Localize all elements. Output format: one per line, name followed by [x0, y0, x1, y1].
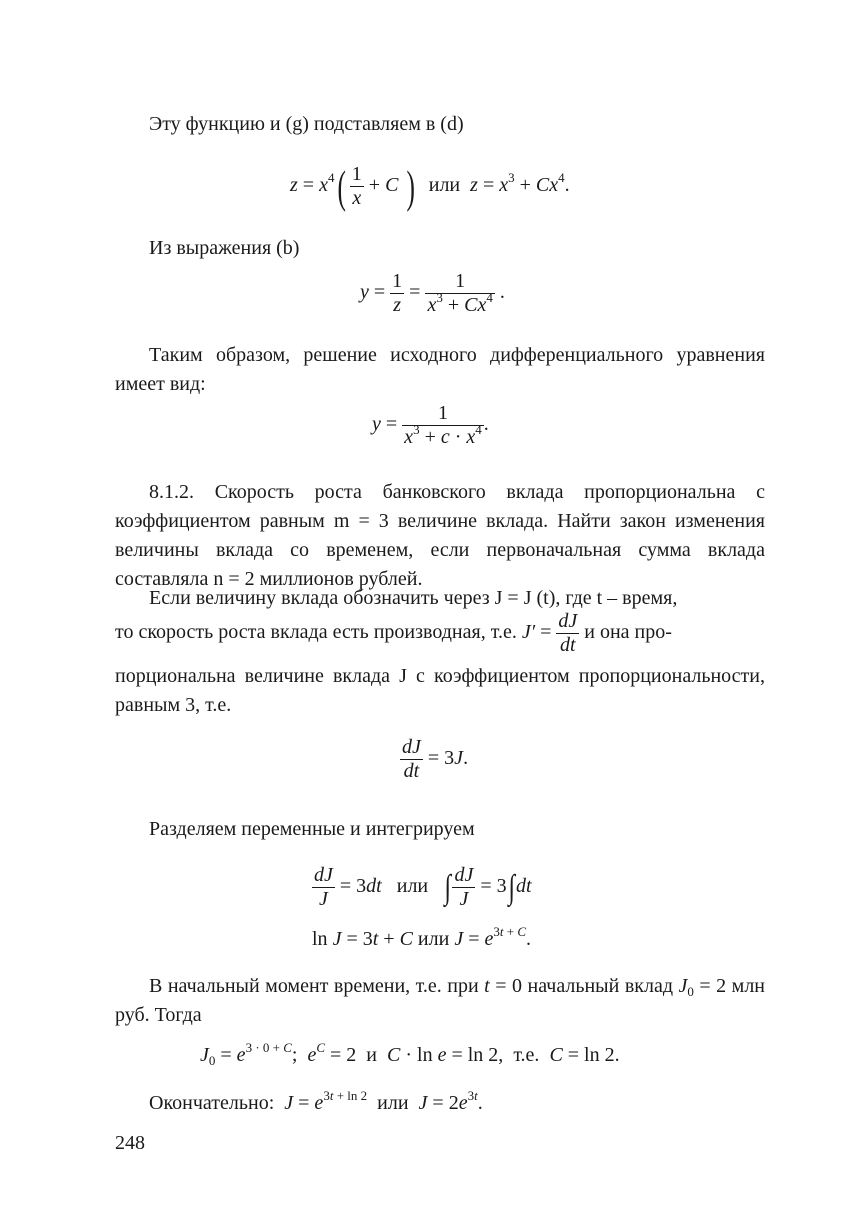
or-word-4: или [377, 1092, 409, 1114]
formula-z-expression: $z = x^4$( $\frac{1}{x}$ + C ) или $z = x^3 + Cx^4$. [290, 161, 570, 212]
paragraph-proportional: порциональна величине вклада J с коэффициентом пропорциональности, равным 3, т.е. [115, 665, 765, 716]
formula-final-answer: Окончательно: $J = e^{3t + ln 2}$ или $J = 2e^{3t}$. [149, 1088, 483, 1114]
paragraph-solution: Таким образом, решение исходного дифференциального уравнения имеет вид: [115, 344, 765, 395]
paragraph-define-j: Если величину вклада обозначить через J = J (t), где t – время, [149, 587, 678, 609]
formula-initial-condition: $J_0 = e^{3 \cdot 0 + C}$; $e^C = 2$ и C · ln e = ln 2, т.е. C = ln 2. [200, 1040, 620, 1068]
final-label: Окончательно: [149, 1092, 275, 1114]
paragraph-from-b: Из выражения (b) [149, 237, 300, 259]
formula-separated: $\frac{dJ}{J}$ = 3dt или ∫ $\frac{dJ}{J}$ = 3∫dt [314, 864, 532, 910]
paragraph-initial [115, 972, 765, 1030]
or-word-2: или [396, 875, 429, 898]
derivative-text: то скорость роста вклада есть производная, т.е. [115, 621, 517, 644]
formula-final-y: y = $\frac{1}{x^3 + c \cdot x^4}$ . [372, 402, 489, 448]
that-is-word: т.е. [513, 1044, 540, 1066]
paragraph-substitute: Эту функцию и (g) подставляем в (d) [149, 113, 464, 135]
or-word: или [428, 174, 461, 197]
derivative-text-tail: и она про- [584, 621, 672, 644]
paragraph-problem-8-1-2: 8.1.2. Скорость роста банковского вклада пропорциональна с коэффициентом равным m = 3 величине вклада. Найти закон изменения величины вклада со временем, если первоначальная сумма вклада составляла n = 2 миллионов рублей. [115, 481, 765, 590]
initial-text: В начальный момент времени, т.е. при t = 0 начальный вклад $J_0 = 2$ млн руб. Тогда [115, 975, 766, 1026]
paragraph-separate: Разделяем переменные и интегрируем [149, 818, 475, 840]
formula-y-over-z: y = $\frac{1}{z}$ = $\frac{1}{x^3 + Cx^4}$ . [360, 270, 505, 316]
formula-dj-dt: $\frac{dJ}{dt}$ = 3J. [402, 736, 469, 782]
page-number: 248 [115, 1132, 145, 1154]
formula-log: ln J = 3t + C или $J = e^{3t + C}$. [312, 924, 532, 950]
line-derivative: то скорость роста вклада есть производная, т.е. J′ = $\frac{dJ}{dt}$ и она про- [115, 610, 672, 656]
or-word-3: или [417, 928, 450, 950]
